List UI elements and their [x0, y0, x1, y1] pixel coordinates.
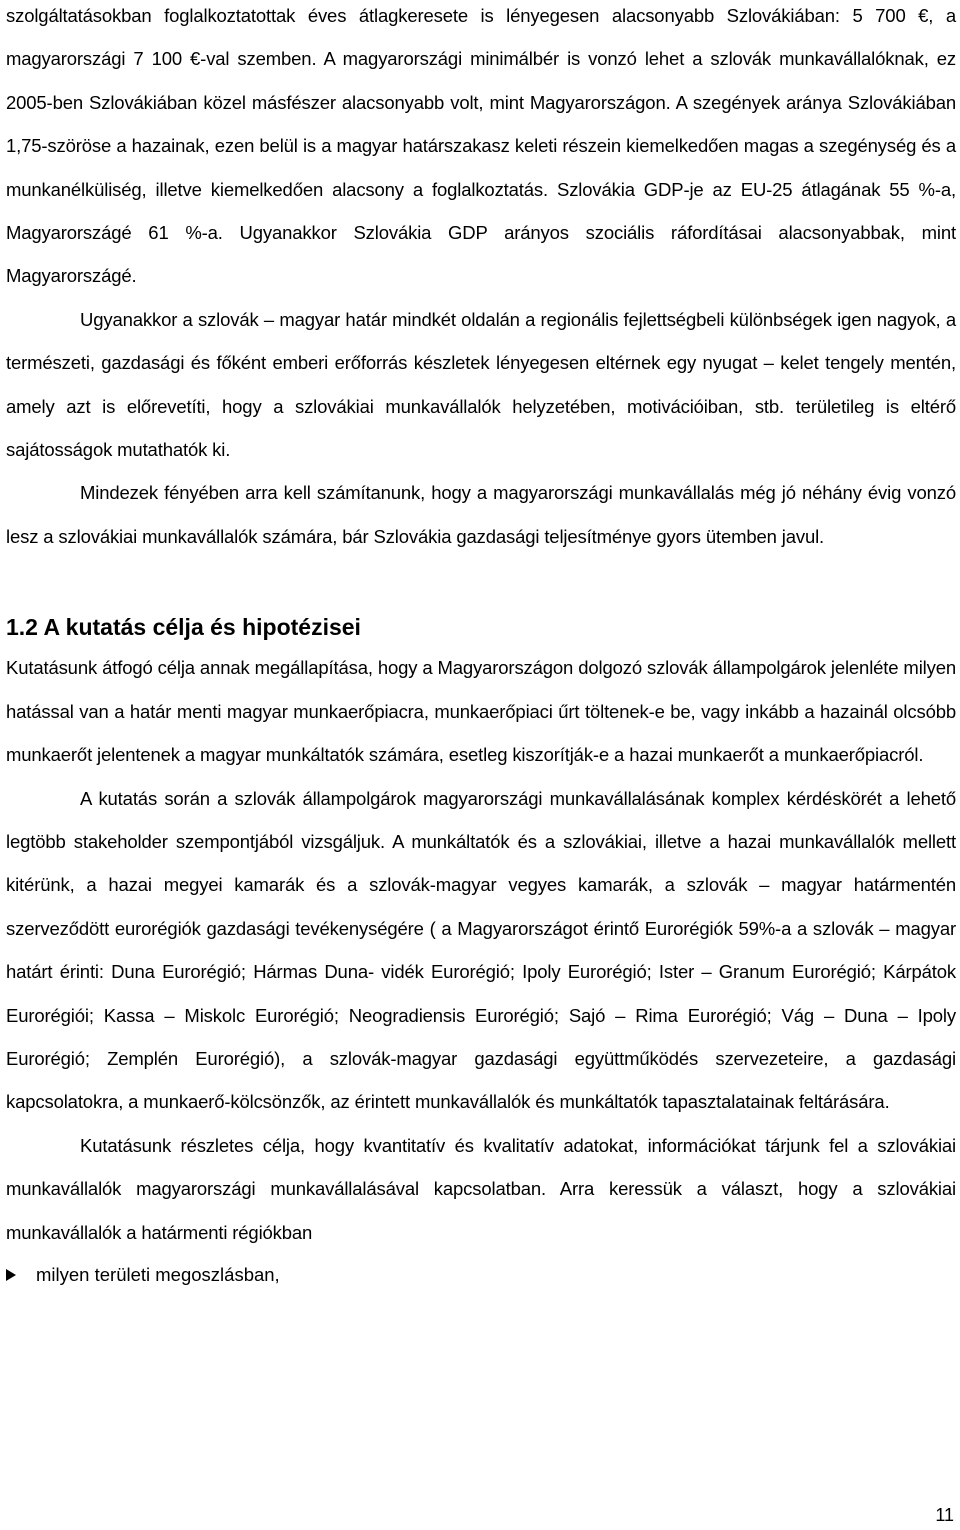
page-number: 11 [935, 1505, 954, 1525]
bullet-list-item [6, 1254, 956, 1297]
paragraph-2: Ugyanakkor a szlovák – magyar határ mindkét oldalán a regionális fejlettségbeli különbségek igen nagyok, a természeti, gazdasági és főként emberi erőforrás készletek lényegesen eltérnek egy nyugat – kelet tengely mentén, amely azt is előrevetíti, hogy a szlovákiai munkavállalók helyzetében, motivációiban, stb. területileg is eltérő sajátosságok mutathatók ki. [6, 308, 956, 461]
paragraph-6: Kutatásunk részletes célja, hogy kvantitatív és kvalitatív adatokat, információkat tárjunk fel a szlovákiai munkavállalók magyarországi munkavállalásával kapcsolatban. Arra keressük a választ, hogy a szlovákiai munkavállalók a határmenti régiókban [6, 1134, 956, 1243]
paragraph-4: Kutatásunk átfogó célja annak megállapítása, hogy a Magyarországon dolgozó szlovák állampolgárok jelenléte milyen hatással van a határ menti magyar munkaerőpiacra, munkaerőpiaci űrt töltenek-e be, vagy inkább a hazainál olcsóbb munkaerőt jelentenek a magyar munkáltatók számára, esetleg kiszorítják-e a hazai munkaerőt a munkaerőpiacról. [6, 657, 956, 766]
paragraph-1: szolgáltatásokban foglalkoztatottak éves átlagkeresete is lényegesen alacsonyabb Szlovákiában: 5 700 €, a magyarországi 7 100 €-val szemben. A magyarországi minimálbér is vonzó lehet a szlovák munkavállalóknak, ez 2005-ben Szlovákiában közel másfészer alacsonyabb volt, mint Magyarországon. A szegények aránya Szlovákiában 1,75-szöröse a hazainak, ezen belül is a magyar határszakasz keleti részein kiemelkedően magas a szegénység és a munkanélküliség, illetve kiemelkedően alacsony a foglalkoztatás. Szlovákia GDP-je az EU-25 átlagának 55 %-a, Magyarországé 61 %-a. Ugyanakkor Szlovákia GDP arányos szociális ráfordításai alacsonyabbak, mint Magyarországé. [6, 5, 956, 287]
section-heading: 1.2 A kutatás célja és hipotézisei [6, 614, 361, 641]
paragraph-3: Mindezek fényében arra kell számítanunk, hogy a magyarországi munkavállalás még jó néhány évig vonzó lesz a szlovákiai munkavállalók számára, bár Szlovákia gazdasági teljesítménye gyors ütemben javul. [6, 482, 956, 547]
document-page [6, 0, 956, 1297]
bullet-text: milyen területi megoszlásban, [36, 1264, 280, 1286]
paragraph-5: A kutatás során a szlovák állampolgárok magyarországi munkavállalásának komplex kérdéskörét a lehető legtöbb stakeholder szempontjából vizsgáljuk. A munkáltatók és a szlovákiai, illetve a hazai munkavállalók mellett kitérünk, a hazai megyei kamarák és a szlovák-magyar vegyes kamarák, a szlovák – magyar határmentén szerveződött eurorégiók gazdasági tevékenységére ( a Magyarországot érintő Eurorégiók 59%-a a szlovák – magyar határt érinti: Duna Eurorégió; Hármas Duna- vidék Eurorégió; Ipoly Eurorégió; Ister – Granum Eurorégió; Kárpátok Eurorégiói; Kassa – Miskolc Eurorégió; Neogradiensis Eurorégió; Sajó – Rima Eurorégió; Vág – Duna – Ipoly Eurorégió; Zemplén Eurorégió), a szlovák-magyar gazdasági együttműködés szervezeteire, a gazdasági kapcsolatokra, a munkaerő-kölcsönzők, az érintett munkavállalók és munkáltatók tapasztalatainak feltárására. [6, 787, 956, 1113]
triangle-bullet-icon [6, 1269, 16, 1281]
